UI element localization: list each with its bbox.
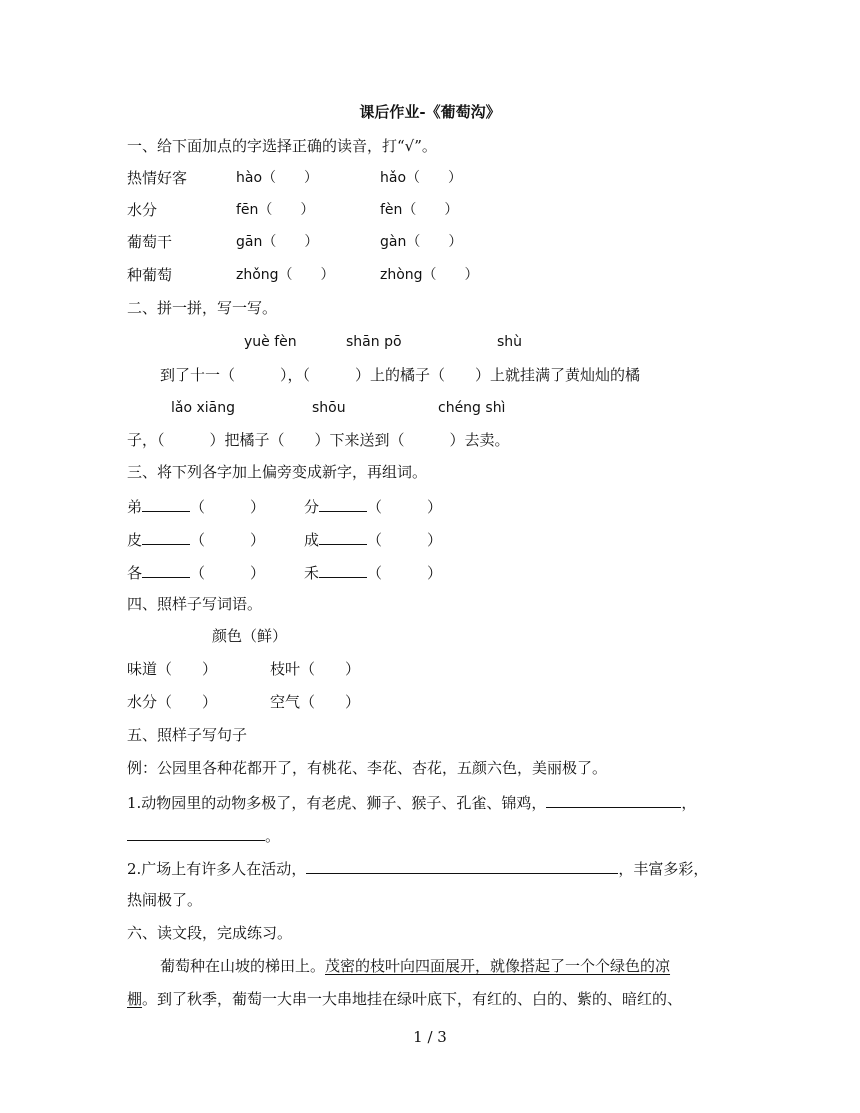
s4-item: 水分（ ） bbox=[127, 693, 218, 711]
section-5-heading: 五、照样子写句子 bbox=[127, 726, 248, 744]
s2-sentence-line-1: 到了十一（ ），（ ）上的橘子（ ）上就挂满了黄灿灿的橘 bbox=[160, 366, 641, 384]
s2-sentence-line-2: 子，（ ）把橘子（ ）下来送到（ ）去卖。 bbox=[127, 431, 510, 449]
pinyin-hint: shān pō bbox=[346, 334, 402, 350]
s3-item: 皮 （ ） bbox=[127, 528, 265, 550]
s1-word: 葡萄干 bbox=[127, 233, 173, 251]
s1-option-b: zhòng（ ） bbox=[380, 267, 479, 283]
s4-example: 颜色（鲜） bbox=[212, 627, 288, 645]
s5-question-1: 1.动物园里的动物多极了，有老虎、狮子、猴子、孔雀、锦鸡， ， bbox=[127, 791, 696, 813]
s1-option-a: hào（ ） bbox=[236, 170, 319, 186]
s1-option-b: fèn（ ） bbox=[380, 202, 459, 218]
page-number: 1 / 3 bbox=[413, 1028, 447, 1046]
section-6-heading: 六、读文段，完成练习。 bbox=[127, 924, 293, 942]
s1-word: 水分 bbox=[127, 201, 158, 219]
s4-item: 空气（ ） bbox=[270, 693, 361, 711]
s3-item: 分 （ ） bbox=[304, 495, 442, 517]
s1-option-b: gàn（ ） bbox=[380, 234, 463, 250]
s6-passage-line-2: 棚。到了秋季，葡萄一大串一大串地挂在绿叶底下，有红的、白的、紫的、暗红的、 bbox=[127, 990, 683, 1008]
s3-item: 成 （ ） bbox=[304, 528, 442, 550]
s3-item: 弟 （ ） bbox=[127, 495, 265, 517]
pinyin-hint: yuè fèn bbox=[244, 334, 297, 350]
s3-item: 禾 （ ） bbox=[304, 561, 442, 583]
s1-option-a: zhǒng（ ） bbox=[236, 267, 335, 283]
underlined-sentence: 茂密的枝叶向四面展开，就像搭起了一个个绿色的凉 bbox=[325, 957, 671, 975]
section-1-heading: 一、给下面加点的字选择正确的读音，打“√”。 bbox=[127, 137, 437, 155]
s1-option-b: hǎo（ ） bbox=[380, 170, 463, 186]
pinyin-hint: shù bbox=[497, 334, 523, 350]
s1-option-a: gān（ ） bbox=[236, 234, 319, 250]
s1-word: 热情好客 bbox=[127, 169, 188, 187]
section-2-heading: 二、拼一拼，写一写。 bbox=[127, 299, 278, 317]
s4-item: 枝叶（ ） bbox=[270, 660, 361, 678]
page-title: 课后作业-《葡萄沟》 bbox=[359, 103, 501, 121]
s3-item: 各 （ ） bbox=[127, 561, 265, 583]
pinyin-hint: lǎo xiāng bbox=[171, 400, 235, 416]
s6-passage-line-1: 葡萄种在山坡的梯田上。茂密的枝叶向四面展开，就像搭起了一个个绿色的凉 bbox=[160, 957, 671, 975]
s5-question-1-continued: 。 bbox=[127, 824, 280, 846]
s4-item: 味道（ ） bbox=[127, 660, 218, 678]
pinyin-hint: chéng shì bbox=[438, 400, 506, 416]
pinyin-hint: shōu bbox=[312, 400, 346, 416]
s1-word: 种葡萄 bbox=[127, 266, 173, 284]
underlined-sentence-end: 棚 bbox=[127, 990, 143, 1008]
section-4-heading: 四、照样子写词语。 bbox=[127, 595, 263, 613]
section-3-heading: 三、将下列各字加上偏旁变成新字，再组词。 bbox=[127, 463, 428, 481]
s5-example-sentence: 例：公园里各种花都开了，有桃花、李花、杏花，五颜六色，美丽极了。 bbox=[127, 759, 608, 777]
s5-question-2: 2.广场上有许多人在活动， ，丰富多彩， bbox=[127, 857, 708, 879]
s1-option-a: fēn（ ） bbox=[236, 202, 315, 218]
s5-question-2-continued: 热闹极了。 bbox=[127, 891, 203, 909]
